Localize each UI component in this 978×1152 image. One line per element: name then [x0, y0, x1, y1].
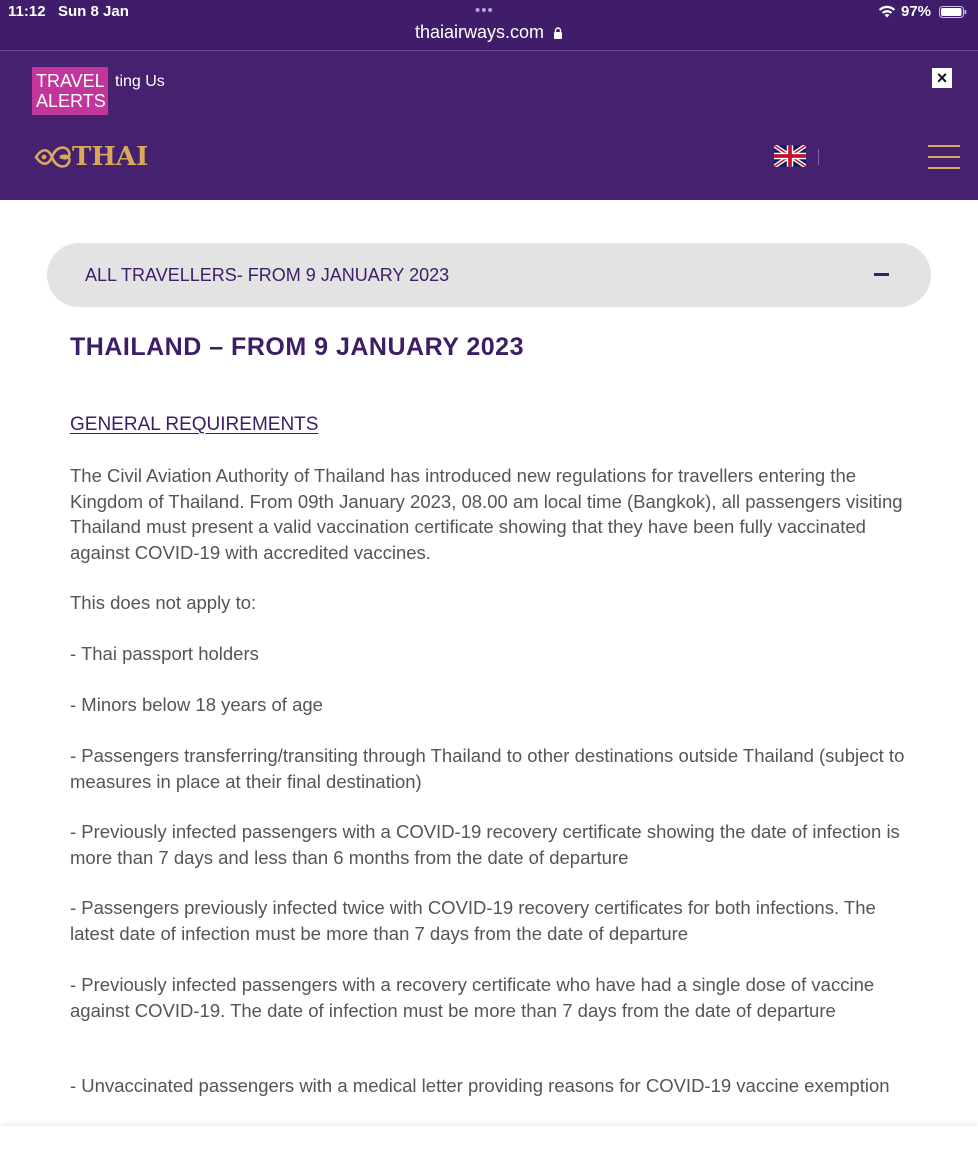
- list-item: - Thai passport holders: [70, 643, 259, 664]
- list-item: - Previously infected passengers with a recovery certificate who have had a single dose of vaccine against COVID-19. The date of infection must be more than 7 days from the date of departure: [70, 974, 875, 1021]
- list-item: - Passengers previously infected twice with COVID-19 recovery certificates for both infections. The latest date of infection must be more than 7 days from the date of departure: [70, 897, 876, 944]
- list-item: - Unvaccinated passengers with a medical letter providing reasons for COVID-19 vaccine exemption: [70, 1075, 890, 1096]
- close-alert-button[interactable]: ×: [932, 68, 952, 88]
- header-divider: [818, 149, 819, 165]
- page-title: THAILAND – FROM 9 JANUARY 2023: [70, 333, 524, 361]
- uk-flag-icon[interactable]: [774, 145, 806, 167]
- multitasking-dots-icon[interactable]: •••: [475, 2, 494, 19]
- status-bar: [0, 0, 978, 50]
- logo-text: THAI: [72, 142, 149, 172]
- travel-alerts-button[interactable]: TRAVEL ALERTS: [32, 67, 108, 115]
- bottom-toolbar-edge: [0, 1126, 978, 1152]
- hamburger-menu-icon[interactable]: [928, 143, 960, 171]
- exemptions-intro: This does not apply to:: [70, 592, 257, 613]
- wifi-icon: [877, 3, 897, 19]
- thai-logo[interactable]: [32, 139, 148, 175]
- status-date: Sun 8 Jan: [58, 3, 129, 20]
- list-item: - Minors below 18 years of age: [70, 694, 323, 715]
- battery-percent: 97%: [901, 3, 932, 20]
- lock-icon: [553, 27, 563, 39]
- intro-paragraph: The Civil Aviation Authority of Thailand has introduced new regulations for travellers entering the Kingdom of Thailand. From 09th January 2023, 08.00 am local time (Bangkok), all passengers visiting Thailand must present a valid vaccination certificate showing that they have been fully vaccinated against COVID-19 with accredited vaccines.: [70, 465, 903, 563]
- collapse-minus-icon[interactable]: [874, 273, 889, 276]
- address-bar[interactable]: [0, 22, 978, 48]
- battery-icon: [939, 6, 967, 18]
- thai-orchid-icon: [32, 140, 72, 174]
- site-header: [0, 50, 978, 200]
- section-heading: GENERAL REQUIREMENTS: [70, 414, 319, 435]
- contacting-us-link[interactable]: ting Us: [115, 73, 165, 90]
- list-item: - Passengers transferring/transiting through Thailand to other destinations outside Thailand (subject to measures in place at their final destination): [70, 745, 905, 792]
- status-time: 11:12: [8, 3, 46, 20]
- accordion-all-travellers[interactable]: [47, 243, 931, 307]
- list-item: - Previously infected passengers with a COVID-19 recovery certificate showing the date of infection is more than 7 days and less than 6 months from the date of departure: [70, 821, 900, 868]
- url-text: thaiairways.com: [414, 22, 545, 42]
- accordion-title: ALL TRAVELLERS- FROM 9 JANUARY 2023: [85, 265, 450, 285]
